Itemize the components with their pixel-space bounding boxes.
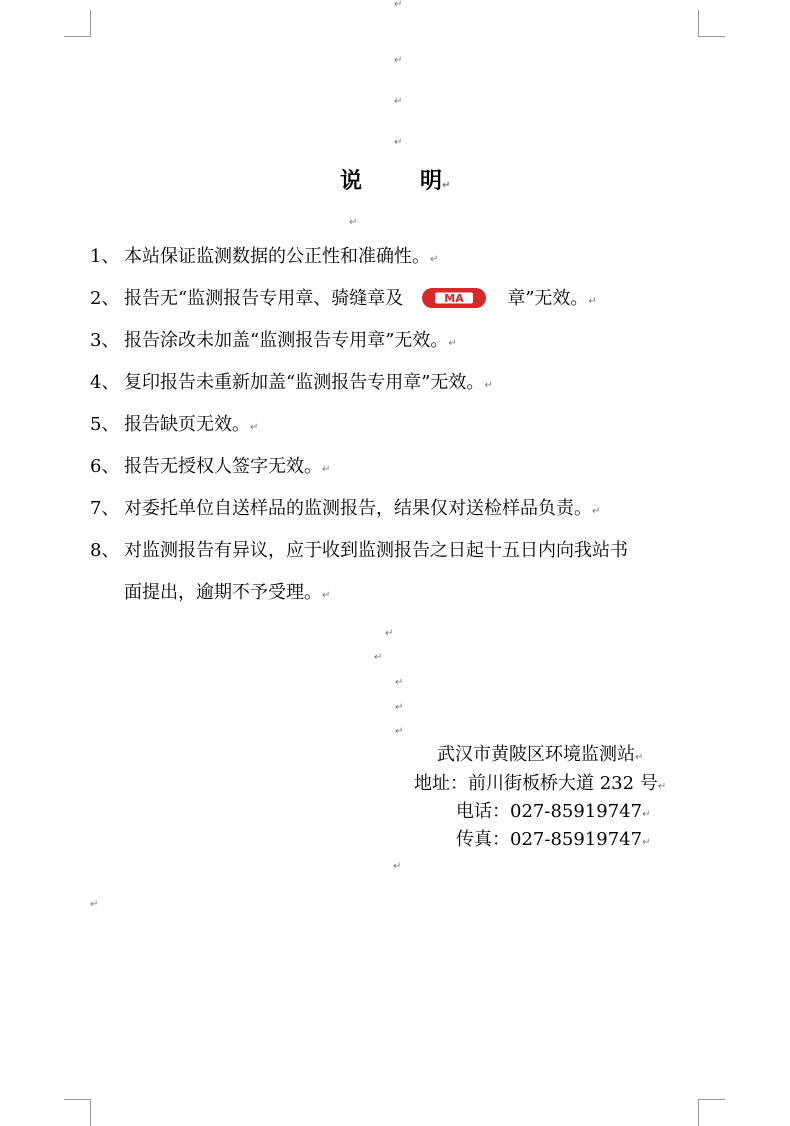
note-text: 报告涂改未加盖“监测报告专用章”无效。 <box>124 330 449 351</box>
crop-mark-top-right <box>698 10 725 37</box>
paragraph-mark: ↵ <box>484 380 493 391</box>
contact-fax <box>456 827 650 856</box>
paragraph-mark: ↵ <box>393 861 402 872</box>
note-item-8 <box>90 537 628 565</box>
paragraph-mark: ↵ <box>90 899 99 910</box>
paragraph-mark: ↵ <box>394 55 403 66</box>
paragraph-mark: ↵ <box>442 180 451 191</box>
note-text: 面提出，逾期不予受理。 <box>124 582 322 603</box>
note-number: 3、 <box>90 330 120 351</box>
contact-address <box>414 771 666 800</box>
paragraph-mark: ↵ <box>374 652 383 663</box>
phone-text: 电话：027-85919747 <box>456 801 643 822</box>
note-number: 6、 <box>90 456 120 477</box>
paragraph-mark: ↵ <box>250 422 259 433</box>
paragraph-mark: ↵ <box>395 726 404 737</box>
svg-text:MA: MA <box>444 292 464 305</box>
note-number: 8、 <box>90 540 120 561</box>
crop-mark-bottom-right <box>698 1099 725 1126</box>
paragraph-mark: ↵ <box>322 464 331 475</box>
note-text: 报告无“监测报告专用章、骑缝章及 <box>124 288 404 309</box>
paragraph-mark: ↵ <box>642 837 651 848</box>
fax-text: 传真：027-85919747 <box>456 829 643 850</box>
paragraph-mark: ↵ <box>592 506 601 517</box>
note-number: 2、 <box>90 288 120 309</box>
cma-seal-icon <box>421 287 487 309</box>
paragraph-mark: ↵ <box>394 137 403 148</box>
title-left-char: 说 <box>340 169 363 194</box>
note-item-3 <box>90 327 457 358</box>
note-text: 对监测报告有异议，应于收到监测报告之日起十五日内向我站书 <box>124 540 628 561</box>
note-text: 本站保证监测数据的公正性和准确性。 <box>124 246 430 267</box>
note-number: 7、 <box>90 498 120 519</box>
page-title <box>340 168 450 200</box>
paragraph-mark: ↵ <box>448 338 457 349</box>
note-item-1 <box>90 243 438 274</box>
paragraph-mark: ↵ <box>642 809 651 820</box>
note-item-6 <box>90 453 330 484</box>
paragraph-mark: ↵ <box>588 296 597 307</box>
paragraph-mark: ↵ <box>394 0 403 10</box>
paragraph-mark: ↵ <box>657 781 667 792</box>
crop-mark-top-left <box>64 10 91 37</box>
note-number: 1、 <box>90 246 120 267</box>
paragraph-mark: ↵ <box>322 590 331 601</box>
note-text: 章”无效。 <box>507 288 589 309</box>
title-right-char: 明 <box>420 169 443 194</box>
org-name: 武汉市黄陂区环境监测站 <box>437 744 635 765</box>
note-text: 报告缺页无效。 <box>124 414 250 435</box>
contact-org <box>437 742 643 771</box>
note-text: 复印报告未重新加盖“监测报告专用章”无效。 <box>124 372 485 393</box>
note-item-5 <box>90 411 258 442</box>
note-item-8-continuation <box>124 579 330 610</box>
note-item-4 <box>90 369 493 400</box>
note-item-7 <box>90 495 600 526</box>
paragraph-mark: ↵ <box>385 628 394 639</box>
crop-mark-bottom-left <box>64 1099 91 1126</box>
contact-phone <box>456 799 650 828</box>
note-number: 5、 <box>90 414 120 435</box>
note-text: 报告无授权人签字无效。 <box>124 456 322 477</box>
note-item-2 <box>90 285 597 316</box>
paragraph-mark: ↵ <box>349 217 358 228</box>
paragraph-mark: ↵ <box>395 702 404 713</box>
paragraph-mark: ↵ <box>394 96 403 107</box>
note-number: 4、 <box>90 372 120 393</box>
paragraph-mark: ↵ <box>430 254 439 265</box>
paragraph-mark: ↵ <box>395 677 404 688</box>
address-text: 地址：前川街板桥大道 232 号 <box>414 773 658 794</box>
paragraph-mark: ↵ <box>635 752 644 763</box>
note-text: 对委托单位自送样品的监测报告，结果仅对送检样品负责。 <box>124 498 592 519</box>
